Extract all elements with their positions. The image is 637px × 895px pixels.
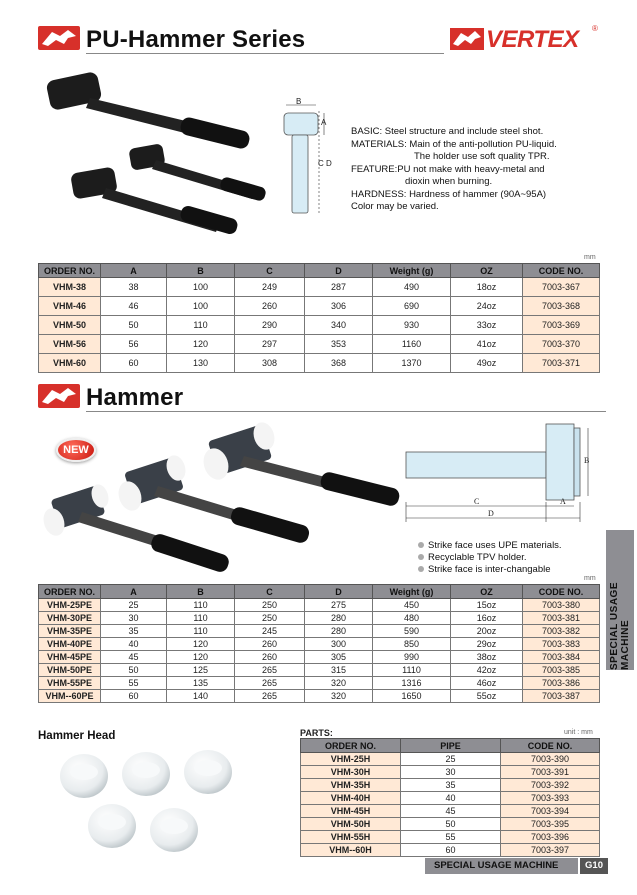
- table-cell: 29oz: [451, 638, 523, 651]
- table-cell: 41oz: [451, 335, 523, 354]
- table-cell: 120: [167, 651, 235, 664]
- table-cell: 315: [305, 664, 373, 677]
- table-cell: 260: [235, 638, 305, 651]
- table-cell: 100: [167, 297, 235, 316]
- table-cell: 320: [305, 690, 373, 703]
- table-cell: 7003-395: [501, 818, 600, 831]
- dim-label-d: D: [488, 509, 494, 518]
- table-cell: 7003-380: [523, 599, 600, 612]
- table-cell: 7003-381: [523, 612, 600, 625]
- table-cell: VHM-30H: [301, 766, 401, 779]
- table-cell: 690: [373, 297, 451, 316]
- dim-label-c: C: [318, 159, 324, 168]
- table-cell: 7003-390: [501, 753, 600, 766]
- col-header: A: [101, 264, 167, 278]
- col-header: OZ: [451, 585, 523, 599]
- table-cell: 7003-387: [523, 690, 600, 703]
- table-cell: VHM-35H: [301, 779, 401, 792]
- table-cell: 120: [167, 335, 235, 354]
- side-category-tab: SPECIAL USAGE MACHINE: [606, 530, 634, 670]
- table-cell: 42oz: [451, 664, 523, 677]
- table-cell: 60: [101, 354, 167, 373]
- table-cell: 40: [101, 638, 167, 651]
- table-row: [39, 316, 600, 335]
- hammer-head-cap: [150, 808, 198, 852]
- feature-item: [418, 564, 608, 576]
- table-cell: VHM-25PE: [39, 599, 101, 612]
- dim-label-a: A: [321, 118, 327, 127]
- table-cell: 1316: [373, 677, 451, 690]
- table-cell: VHM-35PE: [39, 625, 101, 638]
- table-row: [39, 297, 600, 316]
- table-cell: VHM-50H: [301, 818, 401, 831]
- table-cell: 1110: [373, 664, 451, 677]
- table-cell: 45: [401, 805, 501, 818]
- table-cell: 7003-368: [523, 297, 600, 316]
- table-cell: VHM-40H: [301, 792, 401, 805]
- table-cell: 850: [373, 638, 451, 651]
- feature-item: [418, 540, 608, 552]
- table-cell: VHM-60: [39, 354, 101, 373]
- pe-spec-table: [38, 584, 600, 703]
- table-cell: VHM-56: [39, 335, 101, 354]
- table-cell: VHM-30PE: [39, 612, 101, 625]
- col-header: ORDER NO.: [301, 739, 401, 753]
- table-cell: VHM-55PE: [39, 677, 101, 690]
- feature-text: Recyclable TPV holder.: [428, 552, 527, 563]
- desc-line: dioxin when burning.: [405, 176, 493, 187]
- footer-label: SPECIAL USAGE MACHINE: [434, 860, 559, 871]
- table-cell: 353: [305, 335, 373, 354]
- table-cell: 15oz: [451, 599, 523, 612]
- col-header: Weight (g): [373, 264, 451, 278]
- table-row: [39, 612, 600, 625]
- table-cell: 7003-385: [523, 664, 600, 677]
- table-cell: 7003-384: [523, 651, 600, 664]
- table-cell: 46oz: [451, 677, 523, 690]
- table-row: [301, 818, 600, 831]
- table-row: [39, 638, 600, 651]
- col-header: CODE NO.: [501, 739, 600, 753]
- table-cell: 20oz: [451, 625, 523, 638]
- table-row: [39, 664, 600, 677]
- pu-section-title: PU-Hammer Series: [86, 26, 306, 53]
- table-row: [39, 677, 600, 690]
- table-row: [39, 625, 600, 638]
- table-cell: 120: [167, 638, 235, 651]
- table-cell: 30: [101, 612, 167, 625]
- table-cell: 306: [305, 297, 373, 316]
- table-cell: 245: [235, 625, 305, 638]
- table-cell: 480: [373, 612, 451, 625]
- table-cell: 490: [373, 278, 451, 297]
- table-cell: 50: [401, 818, 501, 831]
- table-cell: 7003-393: [501, 792, 600, 805]
- table-cell: 250: [235, 612, 305, 625]
- table-cell: VHM-46: [39, 297, 101, 316]
- table-cell: VHM--60PE: [39, 690, 101, 703]
- pu-title-underline: [86, 53, 444, 54]
- parts-label: PARTS:: [300, 728, 333, 738]
- pu-hammer-large: [45, 71, 251, 150]
- table-cell: 140: [167, 690, 235, 703]
- table-cell: 305: [305, 651, 373, 664]
- table-row: [301, 779, 600, 792]
- desc-line: BASIC: Steel structure and include steel shot.: [351, 126, 544, 137]
- table-cell: 297: [235, 335, 305, 354]
- table-cell: 130: [167, 354, 235, 373]
- table-cell: 7003-392: [501, 779, 600, 792]
- hammer-section-title: Hammer: [86, 384, 184, 411]
- table-cell: 38: [101, 278, 167, 297]
- table-cell: 60: [101, 690, 167, 703]
- desc-line: HARDNESS: Hardness of hammer (90A~95A): [351, 188, 547, 200]
- table-cell: 340: [305, 316, 373, 335]
- table-cell: VHM-40PE: [39, 638, 101, 651]
- table-cell: 7003-394: [501, 805, 600, 818]
- table-cell: 1370: [373, 354, 451, 373]
- pu-hammers-photo: [30, 62, 280, 252]
- table-cell: 260: [235, 651, 305, 664]
- table-cell: VHM-55H: [301, 831, 401, 844]
- table-cell: 25: [101, 599, 167, 612]
- table-cell: 990: [373, 651, 451, 664]
- table-cell: 7003-396: [501, 831, 600, 844]
- table-cell: 16oz: [451, 612, 523, 625]
- pe-unit-label: mm: [584, 575, 596, 582]
- pe-hammer-back: [200, 420, 401, 507]
- table-cell: 7003-397: [501, 844, 600, 857]
- table-cell: 265: [235, 664, 305, 677]
- col-header: D: [305, 585, 373, 599]
- hammer-title-underline: [86, 411, 606, 412]
- table-row: [301, 792, 600, 805]
- pe-hammers-photo: [30, 420, 410, 580]
- table-cell: 110: [167, 599, 235, 612]
- table-cell: 46: [101, 297, 167, 316]
- table-cell: 50: [101, 316, 167, 335]
- pu-dimension-diagram: [272, 95, 342, 220]
- feature-text: Strike face uses UPE materials.: [428, 540, 562, 551]
- col-header: Weight (g): [373, 585, 451, 599]
- table-row: [39, 651, 600, 664]
- table-cell: 7003-382: [523, 625, 600, 638]
- table-cell: 300: [305, 638, 373, 651]
- table-cell: 265: [235, 677, 305, 690]
- dim-label-d: D: [326, 159, 332, 168]
- table-row: [39, 278, 600, 297]
- table-cell: 25: [401, 753, 501, 766]
- dim-label-a: A: [560, 497, 566, 506]
- dim-label-b: B: [584, 456, 590, 465]
- pu-description: [351, 126, 601, 214]
- table-cell: 35: [101, 625, 167, 638]
- table-cell: 7003-391: [501, 766, 600, 779]
- table-header-row: [39, 264, 600, 278]
- table-cell: 1160: [373, 335, 451, 354]
- table-cell: 33oz: [451, 316, 523, 335]
- table-cell: 7003-386: [523, 677, 600, 690]
- table-cell: 249: [235, 278, 305, 297]
- table-cell: 265: [235, 690, 305, 703]
- bullet-icon: [418, 542, 424, 548]
- table-row: [39, 354, 600, 373]
- table-row: [301, 753, 600, 766]
- hammer-head-cap: [88, 804, 136, 848]
- table-cell: 55: [401, 831, 501, 844]
- pu-unit-label: mm: [584, 254, 596, 261]
- pe-dimension-diagram: [402, 418, 602, 524]
- table-cell: VHM-50: [39, 316, 101, 335]
- table-cell: 110: [167, 316, 235, 335]
- table-cell: 7003-369: [523, 316, 600, 335]
- table-cell: 125: [167, 664, 235, 677]
- col-header: A: [101, 585, 167, 599]
- table-cell: 1650: [373, 690, 451, 703]
- table-cell: 55oz: [451, 690, 523, 703]
- bullet-icon: [418, 566, 424, 572]
- table-row: [301, 766, 600, 779]
- table-cell: 35: [401, 779, 501, 792]
- table-cell: 320: [305, 677, 373, 690]
- table-cell: 38oz: [451, 651, 523, 664]
- table-header-row: [301, 739, 600, 753]
- col-header: OZ: [451, 264, 523, 278]
- desc-line: FEATURE:PU not make with heavy-metal and: [351, 163, 545, 175]
- feature-item: [418, 552, 608, 564]
- table-cell: 7003-371: [523, 354, 600, 373]
- col-header: CODE NO.: [523, 585, 600, 599]
- table-cell: 7003-367: [523, 278, 600, 297]
- table-header-row: [39, 585, 600, 599]
- new-badge: NEW: [56, 438, 96, 462]
- parts-unit-label: unit : mm: [564, 729, 593, 736]
- hammer-head-cap: [184, 750, 232, 794]
- table-row: [39, 599, 600, 612]
- table-cell: 260: [235, 297, 305, 316]
- table-cell: 135: [167, 677, 235, 690]
- table-cell: 30: [401, 766, 501, 779]
- table-cell: VHM-50PE: [39, 664, 101, 677]
- page-number: G10: [580, 858, 608, 874]
- table-cell: 275: [305, 599, 373, 612]
- bullet-icon: [418, 554, 424, 560]
- desc-line: MATERIALS: Main of the anti-pollution PU-liquid.: [351, 138, 557, 150]
- table-cell: 45: [101, 651, 167, 664]
- table-cell: 280: [305, 625, 373, 638]
- col-header: ORDER NO.: [39, 585, 101, 599]
- pe-features: [418, 540, 608, 576]
- col-header: C: [235, 264, 305, 278]
- table-cell: 55: [101, 677, 167, 690]
- table-cell: 287: [305, 278, 373, 297]
- hammer-heads-photo: [56, 750, 246, 860]
- table-row: [301, 805, 600, 818]
- vertex-logo: [450, 26, 600, 52]
- table-cell: 450: [373, 599, 451, 612]
- table-cell: 250: [235, 599, 305, 612]
- hammer-head-cap: [60, 754, 108, 798]
- brand-name: VERTEX: [486, 26, 579, 53]
- col-header: PIPE: [401, 739, 501, 753]
- table-cell: 50: [101, 664, 167, 677]
- feature-text: Strike face is inter-changable: [428, 564, 551, 575]
- col-header: C: [235, 585, 305, 599]
- table-row: [39, 335, 600, 354]
- table-row: [301, 831, 600, 844]
- table-row: [301, 844, 600, 857]
- hammer-head-title: Hammer Head: [38, 730, 116, 742]
- table-row: [39, 690, 600, 703]
- col-header: B: [167, 264, 235, 278]
- table-cell: 100: [167, 278, 235, 297]
- pu-spec-table: [38, 263, 600, 373]
- brand-eagle-logo: [38, 384, 80, 408]
- table-cell: 280: [305, 612, 373, 625]
- table-cell: VHM-38: [39, 278, 101, 297]
- table-cell: 40: [401, 792, 501, 805]
- dim-label-b: B: [296, 97, 302, 106]
- table-cell: VHM-25H: [301, 753, 401, 766]
- brand-eagle-logo: [38, 26, 80, 50]
- desc-line: Color may be varied.: [351, 201, 439, 212]
- parts-table: [300, 738, 600, 857]
- table-cell: 18oz: [451, 278, 523, 297]
- desc-line: The holder use soft quality TPR.: [414, 151, 550, 162]
- table-cell: VHM--60H: [301, 844, 401, 857]
- table-cell: 110: [167, 612, 235, 625]
- table-cell: 49oz: [451, 354, 523, 373]
- table-cell: 308: [235, 354, 305, 373]
- table-cell: VHM-45PE: [39, 651, 101, 664]
- pu-hammer-small: [128, 143, 267, 202]
- pu-hammer-medium: [70, 166, 239, 235]
- col-header: D: [305, 264, 373, 278]
- col-header: B: [167, 585, 235, 599]
- hammer-head-cap: [122, 752, 170, 796]
- col-header: CODE NO.: [523, 264, 600, 278]
- table-cell: 60: [401, 844, 501, 857]
- table-cell: 7003-383: [523, 638, 600, 651]
- dim-label-c: C: [474, 497, 480, 506]
- table-cell: 590: [373, 625, 451, 638]
- table-cell: 368: [305, 354, 373, 373]
- table-cell: 7003-370: [523, 335, 600, 354]
- table-cell: 110: [167, 625, 235, 638]
- table-cell: VHM-45H: [301, 805, 401, 818]
- table-cell: 24oz: [451, 297, 523, 316]
- registered-mark: ®: [592, 24, 598, 33]
- table-cell: 290: [235, 316, 305, 335]
- table-cell: 930: [373, 316, 451, 335]
- table-cell: 56: [101, 335, 167, 354]
- col-header: ORDER NO.: [39, 264, 101, 278]
